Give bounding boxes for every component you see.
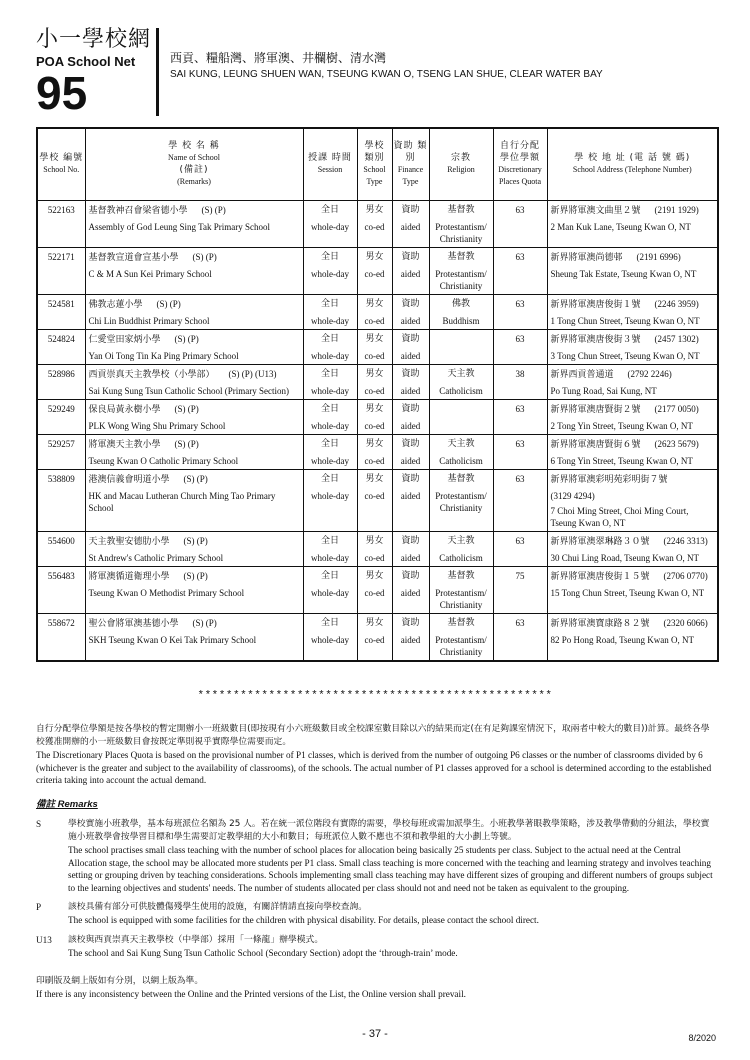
col-name-zh: 學 校 名 稱 [168,141,220,152]
address-cell-zh [547,566,718,584]
school-no: 558672 [37,613,85,661]
religion-en: Catholicism [429,452,493,470]
address-zh: 新界將軍澳翠琳路３０號 [550,536,650,547]
address-cell-zh [547,364,718,382]
finance-type-zh: 資助 [392,566,429,584]
address-en: 2 Tong Yin Street, Tseung Kwan O, NT [550,420,693,431]
telephone: (2706 0770) [663,570,708,581]
school-type-en: co-ed [357,631,392,661]
school-net-number: 95 [36,67,88,119]
session-zh: 全日 [303,613,357,631]
col-session-zh: 授課 時間 [308,153,352,164]
school-type-zh: 男女 [357,399,392,417]
col-school-no [37,128,85,200]
table-row-en [37,631,718,661]
address-cell-zh [547,329,718,347]
school-net-title-zh: 小一學校網 [36,27,152,52]
address-en: Po Tung Road, Sai Kung, NT [550,385,657,396]
col-school-no-zh: 學校 編號 [39,153,84,164]
col-finance-en: Finance Type [397,165,424,187]
table-row-en [37,312,718,330]
telephone: (2246 3959) [654,298,699,309]
quota: 63 [493,247,547,294]
school-name-cell-zh [85,200,303,218]
header-divider [156,28,159,116]
finance-type-zh: 資助 [392,329,429,347]
quota: 63 [493,469,547,531]
address-zh: 新界將軍澳唐賢街２號 [550,404,641,415]
school-name-en: C & M A Sun Kei Primary School [85,265,303,295]
col-remarks-en: (Remarks) [177,177,211,187]
table-row [37,364,718,382]
school-remarks: (S) (P) [174,333,199,344]
session-en: whole-day [303,347,357,365]
address-zh: 新界將軍澳寶康路８２號 [550,618,650,629]
school-type-zh: 男女 [357,613,392,631]
session-zh: 全日 [303,200,357,218]
col-finance-type [392,128,429,200]
school-net-title-en: POA School Net [36,54,136,69]
address-cell-en [547,417,718,435]
school-name-cell-zh [85,399,303,417]
telephone: (2457 1302) [654,333,699,344]
table-row [37,613,718,631]
address-cell-zh [547,531,718,549]
remark-code: U13 [36,934,52,945]
page-date: 8/2020 [688,1033,716,1043]
table-row [37,329,718,347]
remark-text-en: The school practises small class teaching with the number of school places for allocation being basically 25 students per class. Subject to the actual need at the Central Allocation stage, the school may be allocated more students per P1 class. Small class teaching is more concerned with the teaching and learning strategy and involves teaching setting or grouping driven by teaching considerations. Schools implementing small class teaching may have different sizes of grouping and different numbers of groups subject to the learning objectives and students' needs. The number of students allocated per class should not and need not be taken as equivalent to the grouping. [68,845,713,893]
col-session [303,128,357,200]
table-row-en [37,549,718,567]
session-en: whole-day [303,631,357,661]
school-name-en: HK and Macau Lutheran Church Ming Tao Primary School [85,487,303,532]
table-row [37,247,718,265]
religion-zh: 佛教 [429,294,493,312]
quota-note-zh: 自行分配學位學額是按各學校的暫定開辦小一班級數目(即按現有小六班級數目或全校課室數目除以六的結果而定(在有足夠課室情況下，取兩者中較大的數目))計算。最終各學校獲准開辦的小一班級數目會按既定準則視乎實際學位需要而定。 [36,724,710,747]
religion-zh: 基督教 [429,566,493,584]
religion-zh [429,399,493,417]
school-name-zh: 將軍澳天主教小學 [88,439,161,450]
finance-type-zh: 資助 [392,434,429,452]
school-name-cell-zh [85,434,303,452]
quota: 63 [493,531,547,566]
school-type-en: co-ed [357,584,392,614]
col-address [547,128,718,200]
telephone: (3129 4294) [550,490,595,501]
address-cell-en [547,452,718,470]
finance-type-en: aided [392,549,429,567]
finance-type-en: aided [392,584,429,614]
quota: 63 [493,399,547,434]
school-remarks: (S) (P) [192,251,217,262]
school-no: 556483 [37,566,85,613]
address-cell-zh [547,399,718,417]
table-row-en [37,218,718,248]
address-en: 7 Choi Ming Street, Choi Ming Court, Tseung Kwan O, NT [550,505,689,528]
address-zh: 新界將軍澳唐俊街１號 [550,299,641,310]
remark-item [36,901,716,927]
col-school-type [357,128,392,200]
session-zh: 全日 [303,434,357,452]
address-cell-zh [547,613,718,631]
remark-code: P [36,902,42,912]
school-name-zh: 保良局黃永樹小學 [88,404,161,415]
address-zh: 新界將軍澳文曲里２號 [550,205,641,216]
school-type-zh: 男女 [357,531,392,549]
address-zh: 新界將軍澳尚德邨 [550,252,623,263]
school-rows [37,200,718,661]
remark-text-en: The school and Sai Kung Sung Tsun Catholic School (Secondary Section) adopt the ‘through-train’ mode. [68,947,458,958]
address-en: 30 Chui Ling Road, Tseung Kwan O, NT [550,552,699,563]
separator-stars: ************************************************** [197,690,553,702]
school-type-en: co-ed [357,487,392,532]
address-cell-en [547,487,718,532]
col-remarks-zh: (備註) [179,165,209,176]
address-cell-en [547,584,718,614]
district-en: SAI KUNG, LEUNG SHUEN WAN, TSEUNG KWAN O, TSENG LAN SHUE, CLEAR WATER BAY [170,69,603,80]
col-address-zh: 學 校 地 址 (電 話 號 碼) [574,153,691,164]
session-zh: 全日 [303,469,357,487]
remark-text-zh: 該校與西貢崇真天主教學校（中學部）採用「一條龍」辦學模式。 [68,934,324,945]
session-zh: 全日 [303,531,357,549]
school-remarks: (S) (P) [192,617,217,628]
school-type-en: co-ed [357,452,392,470]
school-remarks: (S) (P) (U13) [228,368,277,379]
quota-note-en: The Discretionary Places Quota is based on the provisional number of P1 classes, which is derived from the number of outgoing P6 classes or the number of classrooms divided by 6 (whichever is the greater and subject to the availability of classrooms), of the schools. The actual number of P1 classes approved for a school is determined according to the established criteria taking into account the actual demand. [36,750,712,785]
table-row-en [37,584,718,614]
session-en: whole-day [303,549,357,567]
religion-en: Protestantism/ Christianity [429,584,493,614]
remark-item [36,818,716,894]
quota: 63 [493,294,547,329]
school-type-en: co-ed [357,265,392,295]
remark-text-en: The school is equipped with some facilities for the children with physical disability. For details, please contact the school direct. [68,915,539,925]
school-name-zh: 港澳信義會明道小學 [88,474,170,485]
school-name-cell-zh [85,294,303,312]
finance-type-zh: 資助 [392,200,429,218]
telephone: (2191 6996) [636,251,681,262]
table-row-en [37,487,718,532]
address-cell-en [547,382,718,400]
col-religion-zh: 宗教 [450,153,471,164]
school-name-zh: 聖公會將軍澳基德小學 [88,618,179,629]
school-name-cell-zh [85,364,303,382]
address-en: 6 Tong Yin Street, Tseung Kwan O, NT [550,455,693,466]
finance-type-zh: 資助 [392,364,429,382]
religion-zh: 天主教 [429,434,493,452]
finance-type-zh: 資助 [392,294,429,312]
school-no: 529249 [37,399,85,434]
school-type-zh: 男女 [357,364,392,382]
remarks-list [36,818,716,959]
finance-type-en: aided [392,265,429,295]
school-name-cell-zh [85,247,303,265]
school-name-zh: 西貢崇真天主教學校（小學部） [88,369,215,380]
school-name-cell-zh [85,329,303,347]
col-school-no-en: School No. [43,165,80,175]
religion-en: Protestantism/ Christianity [429,631,493,661]
school-type-zh: 男女 [357,329,392,347]
school-type-zh: 男女 [357,247,392,265]
notes-section [36,723,716,1001]
telephone: (2623 5679) [654,438,699,449]
remark-text-zh: 該校具備有部分可供肢體傷殘學生使用的設施，有關詳情請直接向學校查詢。 [68,902,368,912]
table-row [37,531,718,549]
finance-type-zh: 資助 [392,469,429,487]
session-zh: 全日 [303,247,357,265]
school-remarks: (S) (P) [183,570,208,581]
quota: 63 [493,613,547,661]
address-en: 1 Tong Chun Street, Tseung Kwan O, NT [550,315,700,326]
session-en: whole-day [303,584,357,614]
school-name-en: Chi Lin Buddhist Primary School [85,312,303,330]
school-name-zh: 天主教聖安德肋小學 [88,536,170,547]
school-type-en: co-ed [357,218,392,248]
table-row-en [37,382,718,400]
address-zh: 新界將軍澳唐俊街３號 [550,334,641,345]
table-row [37,434,718,452]
address-cell-zh [547,247,718,265]
finance-type-en: aided [392,382,429,400]
remark-code: S [36,819,42,829]
school-type-zh: 男女 [357,200,392,218]
address-zh: 新界西貢普通道 [550,369,614,380]
school-type-en: co-ed [357,312,392,330]
finance-type-zh: 資助 [392,247,429,265]
session-en: whole-day [303,265,357,295]
session-en: whole-day [303,452,357,470]
session-en: whole-day [303,218,357,248]
school-type-zh: 男女 [357,566,392,584]
finance-type-en: aided [392,218,429,248]
address-zh: 新界將軍澳唐賢街６號 [550,439,641,450]
school-remarks: (S) (P) [174,438,199,449]
table-row [37,399,718,417]
school-name-en: Sai Kung Sung Tsun Catholic School (Primary Section) [85,382,303,400]
school-no: 522171 [37,247,85,294]
school-name-en: SKH Tseung Kwan O Kei Tak Primary School [85,631,303,661]
school-type-en: co-ed [357,549,392,567]
address-en: 15 Tong Chun Street, Tseung Kwan O, NT [550,587,705,598]
school-name-en: Tseung Kwan O Catholic Primary School [85,452,303,470]
table-row-en [37,417,718,435]
telephone: (2320 6066) [663,617,708,628]
col-quota-en: Discretionary Places Quota [498,165,542,187]
session-zh: 全日 [303,329,357,347]
finance-type-zh: 資助 [392,531,429,549]
school-name-en: Tseung Kwan O Methodist Primary School [85,584,303,614]
school-no: 524824 [37,329,85,364]
school-remarks: (S) (P) [174,403,199,414]
school-no: 522163 [37,200,85,247]
telephone: (2191 1929) [654,204,699,215]
school-name-zh: 仁愛堂田家炳小學 [88,334,161,345]
school-type-en: co-ed [357,382,392,400]
religion-en: Buddhism [429,312,493,330]
religion-zh [429,329,493,347]
district-block [170,49,603,80]
table-row-en [37,452,718,470]
col-finance-zh: 資助 類別 [393,141,428,164]
school-name-en: Yan Oi Tong Tin Ka Ping Primary School [85,347,303,365]
quota: 38 [493,364,547,399]
school-type-en: co-ed [357,417,392,435]
school-name-en: Assembly of God Leung Sing Tak Primary School [85,218,303,248]
address-en: 2 Man Kuk Lane, Tseung Kwan O, NT [550,221,691,232]
school-name-en: St Andrew's Catholic Primary School [85,549,303,567]
school-no: 524581 [37,294,85,329]
religion-zh: 基督教 [429,200,493,218]
religion-zh: 基督教 [429,469,493,487]
address-cell-zh [547,434,718,452]
col-type-zh: 學校 類別 [364,141,385,164]
col-religion [429,128,493,200]
religion-en: Protestantism/ Christianity [429,218,493,248]
school-type-en: co-ed [357,347,392,365]
religion-zh: 天主教 [429,531,493,549]
footer-note-zh: 印刷版及網上版如有分別，以網上版為準。 [36,976,204,986]
session-zh: 全日 [303,399,357,417]
address-cell-en [547,347,718,365]
session-en: whole-day [303,487,357,532]
school-name-zh: 基督教神召會梁省德小學 [88,205,188,216]
finance-type-en: aided [392,347,429,365]
school-name-zh: 將軍澳循道衛理小學 [88,571,170,582]
school-remarks: (S) (P) [156,298,181,309]
religion-en: Catholicism [429,382,493,400]
school-name-cell-zh [85,613,303,631]
address-en: 82 Po Hong Road, Tseung Kwan O, NT [550,634,694,645]
district-zh: 西貢、糧船灣、將軍澳、井欄樹、清水灣 [170,51,387,65]
col-type-en: School Type [363,165,386,187]
finance-type-en: aided [392,312,429,330]
address-en: Sheung Tak Estate, Tseung Kwan O, NT [550,268,697,279]
quota: 63 [493,200,547,247]
remark-item [36,934,716,960]
school-name-cell-zh [85,531,303,549]
school-table [36,127,719,662]
col-name-en: Name of School [168,153,220,163]
school-net-block [36,27,156,119]
school-remarks: (S) (P) [183,473,208,484]
finance-type-zh: 資助 [392,613,429,631]
session-en: whole-day [303,417,357,435]
address-cell-en [547,218,718,248]
address-en: 3 Tong Chun Street, Tseung Kwan O, NT [550,350,700,361]
col-quota [493,128,547,200]
school-name-cell-zh [85,566,303,584]
school-no: 529257 [37,434,85,469]
table-row-en [37,347,718,365]
finance-type-zh: 資助 [392,399,429,417]
religion-zh: 基督教 [429,613,493,631]
session-zh: 全日 [303,364,357,382]
col-religion-en: Religion [447,165,475,175]
telephone: (2246 3313) [663,535,708,546]
quota: 63 [493,329,547,364]
religion-zh: 天主教 [429,364,493,382]
religion-en [429,347,493,365]
table-row [37,200,718,218]
telephone: (2177 0050) [654,403,699,414]
remark-text-zh: 學校實施小班教學，基本每班派位名額為 25 人。若在統一派位階段有實際的需要，學校每班或需加派學生。小班教學著眼教學策略，涉及教學帶動的分組法，學校實施小班教學會按學習目標和學生需要訂定教學組的大小和數目；每班派位人數不應也不須和教學組的大小劃上等號。 [68,819,710,842]
school-remarks: (S) (P) [201,204,226,215]
address-cell-en [547,265,718,295]
col-name [85,128,303,200]
finance-type-en: aided [392,631,429,661]
religion-en [429,417,493,435]
footer-note-en: If there is any inconsistency between the Online and the Printed versions of the List, the Online version shall prevail. [36,989,466,999]
address-cell-zh [547,469,718,487]
session-zh: 全日 [303,294,357,312]
session-en: whole-day [303,382,357,400]
address-zh: 新界將軍澳唐俊街１５號 [550,571,650,582]
school-no: 538809 [37,469,85,531]
page-number: - 37 - [362,1028,388,1040]
school-remarks: (S) (P) [183,535,208,546]
col-quota-zh: 自行分配 學位學額 [499,141,540,164]
religion-en: Protestantism/ Christianity [429,265,493,295]
address-zh: 新界將軍澳彩明苑彩明街７號 [550,474,668,485]
quota: 63 [493,434,547,469]
col-session-en: Session [317,165,343,175]
session-en: whole-day [303,312,357,330]
school-no: 528986 [37,364,85,399]
telephone: (2792 2246) [627,368,672,379]
religion-en: Protestantism/ Christianity [429,487,493,532]
address-cell-en [547,631,718,661]
school-type-zh: 男女 [357,469,392,487]
page-header [36,27,716,119]
religion-en: Catholicism [429,549,493,567]
school-name-en: PLK Wong Wing Shu Primary School [85,417,303,435]
school-no: 554600 [37,531,85,566]
finance-type-en: aided [392,487,429,532]
table-row [37,469,718,487]
finance-type-en: aided [392,417,429,435]
table-header-row [37,128,718,200]
quota: 75 [493,566,547,613]
address-cell-en [547,312,718,330]
remarks-title: 備註 Remarks [36,798,98,810]
session-zh: 全日 [303,566,357,584]
address-cell-zh [547,200,718,218]
school-name-cell-zh [85,469,303,487]
table-row [37,566,718,584]
table-row [37,294,718,312]
col-address-en: School Address (Telephone Number) [572,165,692,175]
school-name-zh: 佛教志蓮小學 [88,299,143,310]
school-name-zh: 基督教宣道會宣基小學 [88,252,179,263]
address-cell-en [547,549,718,567]
address-cell-zh [547,294,718,312]
school-type-zh: 男女 [357,294,392,312]
table-row-en [37,265,718,295]
finance-type-en: aided [392,452,429,470]
school-type-zh: 男女 [357,434,392,452]
religion-zh: 基督教 [429,247,493,265]
